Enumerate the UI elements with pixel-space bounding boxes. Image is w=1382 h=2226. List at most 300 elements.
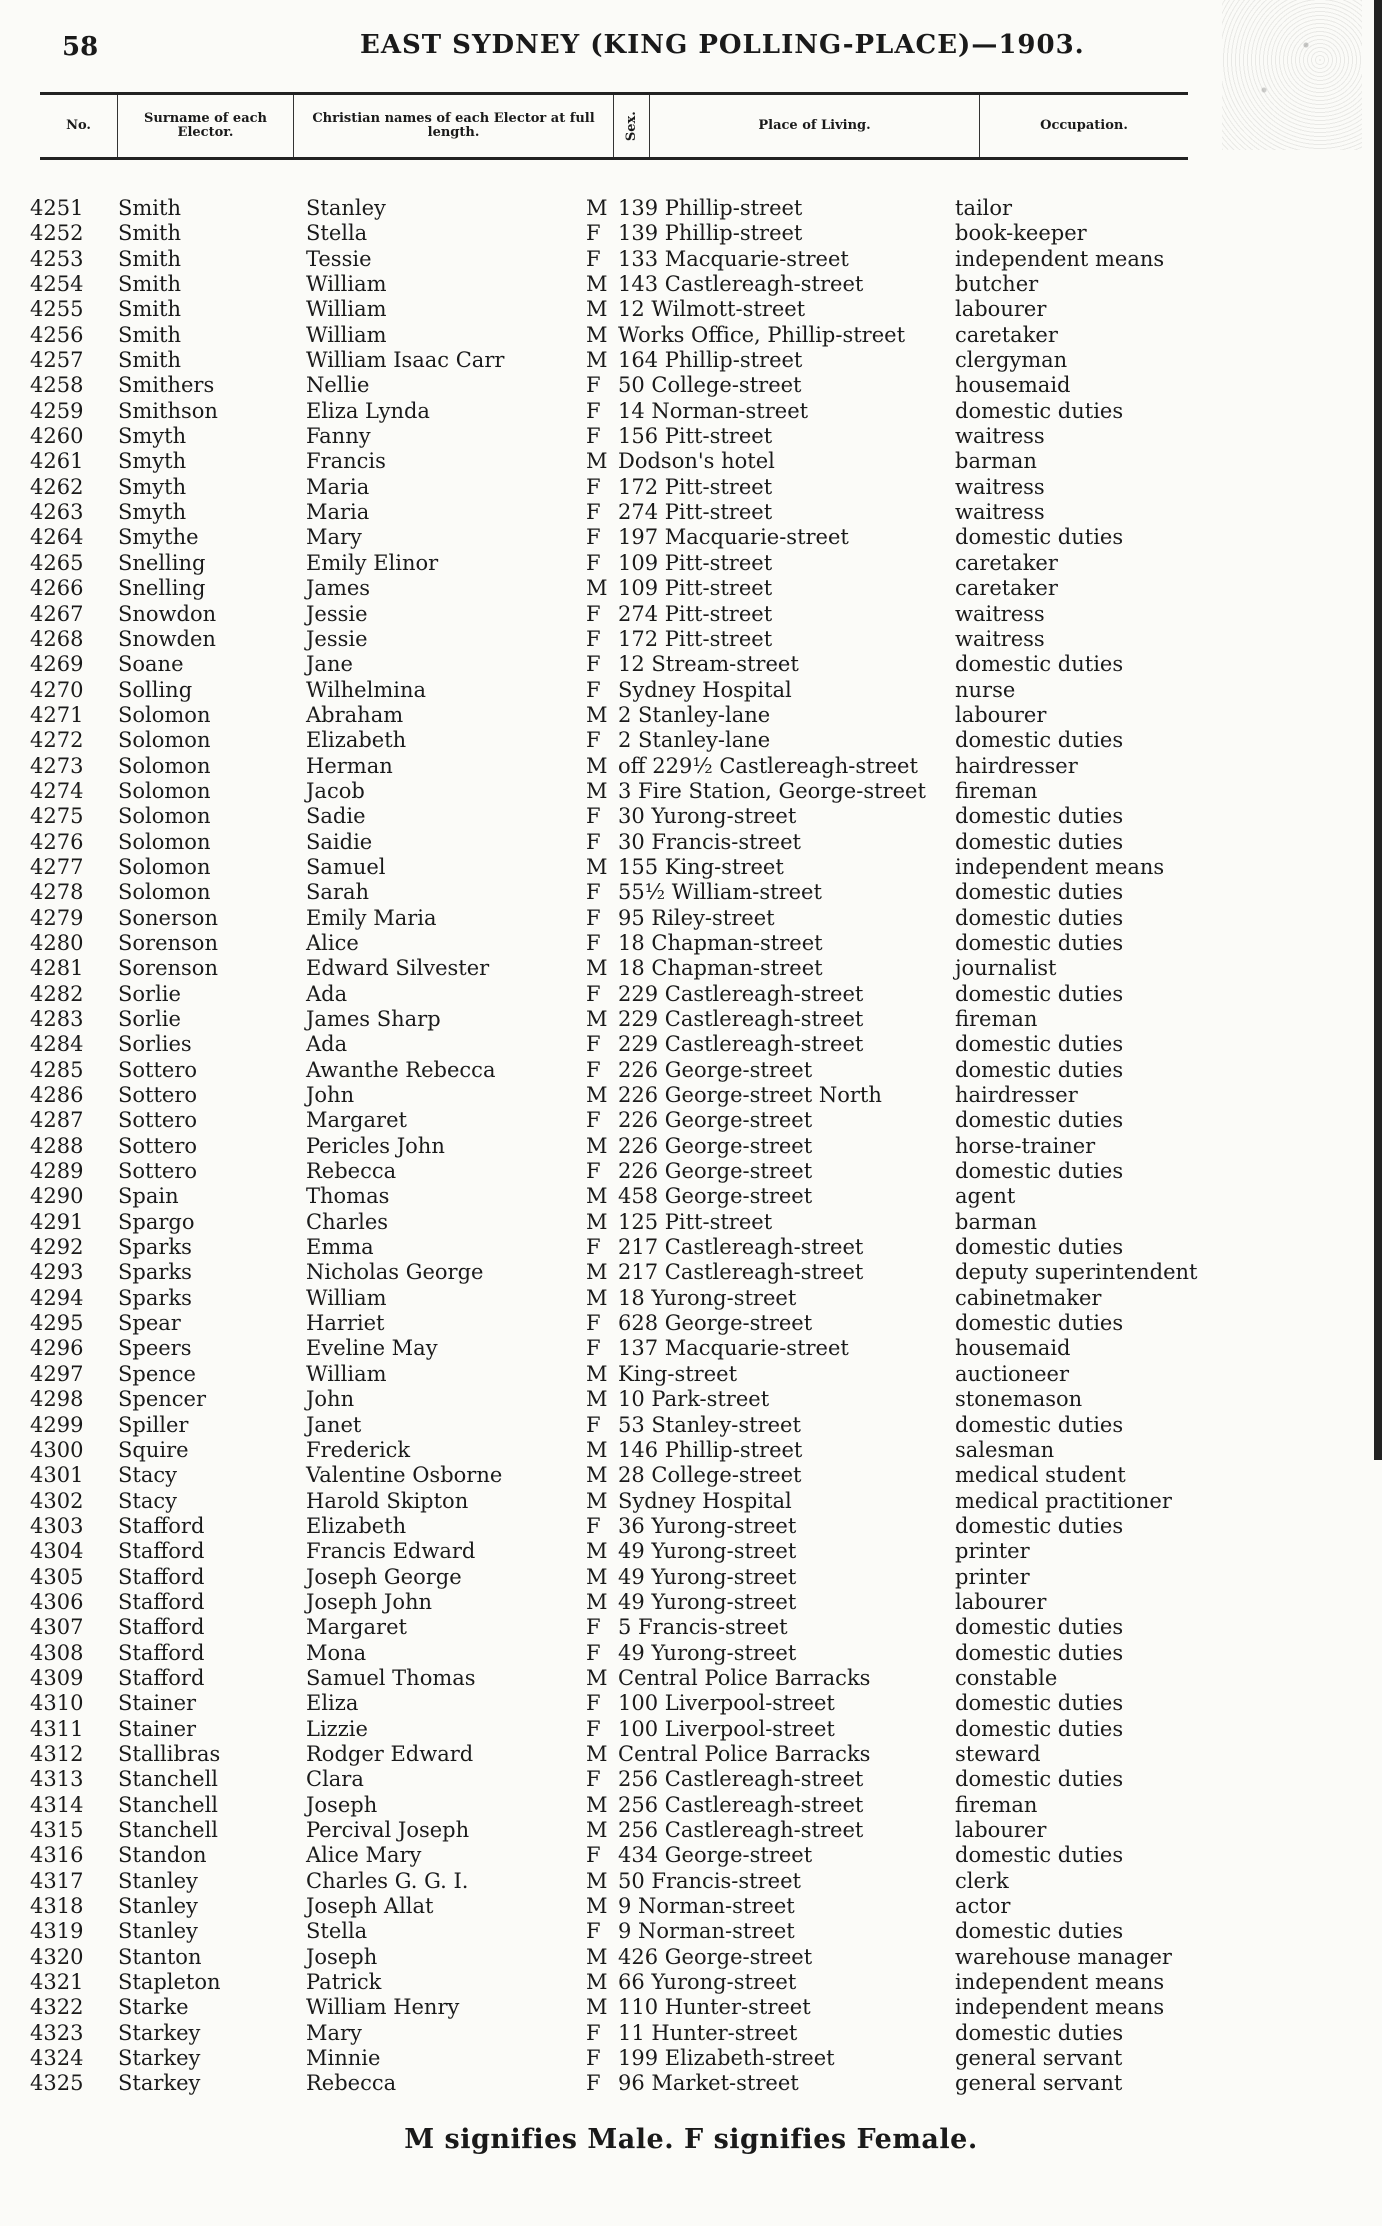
elector-christian-names: Rodger Edward (306, 1741, 474, 1766)
elector-surname: Stanchell (118, 1767, 219, 1792)
elector-christian-names: Alice (306, 930, 359, 955)
elector-sex: F (586, 677, 601, 702)
table-row (0, 1413, 1382, 1438)
elector-occupation: domestic duties (955, 525, 1124, 550)
table-row (0, 348, 1382, 373)
elector-place-of-living: 18 Chapman-street (618, 930, 823, 955)
elector-surname: Solomon (118, 880, 211, 905)
table-row (0, 196, 1382, 221)
table-row (0, 1793, 1382, 1818)
elector-surname: Solomon (118, 753, 211, 778)
elector-occupation: domestic duties (955, 1032, 1124, 1057)
elector-place-of-living: 226 George-street North (618, 1083, 882, 1108)
elector-occupation: waitress (955, 601, 1045, 626)
elector-place-of-living: 14 Norman-street (618, 398, 809, 423)
elector-sex: M (586, 1741, 608, 1766)
elector-christian-names: Charles G. G. I. (306, 1868, 469, 1893)
elector-christian-names: Harriet (306, 1311, 385, 1336)
elector-sex: F (586, 1057, 601, 1082)
elector-sex: F (586, 221, 601, 246)
table-row (0, 1007, 1382, 1032)
elector-number: 4289 (30, 1159, 84, 1184)
elector-surname: Stacy (118, 1488, 177, 1513)
elector-place-of-living: 164 Phillip-street (618, 348, 803, 373)
elector-christian-names: Joseph John (306, 1589, 433, 1614)
elector-surname: Spencer (118, 1387, 207, 1412)
elector-number: 4293 (30, 1260, 84, 1285)
elector-sex: F (586, 1691, 601, 1716)
sex-key-footer: M signifies Male. F signifies Female. (404, 2124, 978, 2155)
elector-sex: M (586, 1260, 608, 1285)
elector-place-of-living: 66 Yurong-street (618, 1970, 797, 1995)
elector-surname: Stafford (118, 1589, 205, 1614)
elector-number: 4271 (30, 702, 84, 727)
elector-occupation: domestic duties (955, 1057, 1124, 1082)
elector-surname: Smithson (118, 398, 218, 423)
table-row (0, 424, 1382, 449)
elector-surname: Sorenson (118, 956, 218, 981)
elector-sex: M (586, 576, 608, 601)
page-number: 58 (62, 32, 99, 62)
elector-occupation: labourer (955, 1589, 1047, 1614)
elector-place-of-living: 156 Pitt-street (618, 424, 773, 449)
table-row (0, 779, 1382, 804)
elector-occupation: caretaker (955, 550, 1058, 575)
elector-occupation: auctioneer (955, 1361, 1070, 1386)
elector-surname: Solling (118, 677, 193, 702)
table-row (0, 804, 1382, 829)
elector-place-of-living: 172 Pitt-street (618, 474, 773, 499)
elector-number: 4304 (30, 1539, 84, 1564)
table-row (0, 1945, 1382, 1970)
elector-sex: F (586, 905, 601, 930)
elector-christian-names: Joseph George (306, 1564, 462, 1589)
elector-occupation: waitress (955, 626, 1045, 651)
elector-occupation: fireman (955, 778, 1038, 803)
elector-occupation: domestic duties (955, 1919, 1124, 1944)
header-sex (614, 95, 650, 157)
elector-number: 4307 (30, 1615, 84, 1640)
elector-list (0, 196, 1382, 2097)
elector-number: 4268 (30, 626, 84, 651)
elector-sex: F (586, 474, 601, 499)
elector-surname: Squire (118, 1437, 189, 1462)
elector-sex: F (586, 2071, 601, 2096)
elector-number: 4253 (30, 246, 84, 271)
elector-place-of-living: 3 Fire Station, George-street (618, 778, 926, 803)
elector-surname: Stallibras (118, 1741, 221, 1766)
elector-surname: Stanton (118, 1944, 202, 1969)
elector-surname: Spence (118, 1361, 196, 1386)
elector-occupation: caretaker (955, 576, 1058, 601)
elector-surname: Spargo (118, 1209, 195, 1234)
elector-occupation: domestic duties (955, 1615, 1124, 1640)
elector-place-of-living: 30 Francis-street (618, 829, 801, 854)
elector-christian-names: Lizzie (306, 1716, 368, 1741)
elector-number: 4294 (30, 1285, 84, 1310)
elector-place-of-living: King-street (618, 1361, 738, 1386)
elector-surname: Sparks (118, 1260, 192, 1285)
elector-sex: F (586, 930, 601, 955)
elector-number: 4308 (30, 1640, 84, 1665)
elector-christian-names: Abraham (306, 702, 404, 727)
elector-christian-names: Stella (306, 221, 368, 246)
table-row (0, 1666, 1382, 1691)
elector-occupation: printer (955, 1539, 1030, 1564)
elector-sex: F (586, 398, 601, 423)
elector-occupation: domestic duties (955, 398, 1124, 423)
table-row (0, 627, 1382, 652)
elector-surname: Sparks (118, 1285, 192, 1310)
elector-number: 4309 (30, 1665, 84, 1690)
elector-occupation: domestic duties (955, 930, 1124, 955)
elector-surname: Smithers (118, 373, 215, 398)
elector-number: 4269 (30, 652, 84, 677)
elector-occupation: waitress (955, 500, 1045, 525)
elector-place-of-living: 49 Yurong-street (618, 1589, 797, 1614)
elector-surname: Smith (118, 348, 181, 373)
elector-place-of-living: Works Office, Phillip-street (618, 322, 906, 347)
table-row (0, 221, 1382, 246)
elector-place-of-living: 36 Yurong-street (618, 1513, 797, 1538)
elector-surname: Sottero (118, 1083, 198, 1108)
elector-surname: Smyth (118, 474, 187, 499)
elector-sex: F (586, 1640, 601, 1665)
elector-place-of-living: 53 Stanley-street (618, 1412, 801, 1437)
elector-surname: Snelling (118, 576, 206, 601)
elector-sex: F (586, 550, 601, 575)
elector-occupation: fireman (955, 1007, 1038, 1031)
elector-occupation: barman (955, 1209, 1037, 1234)
elector-place-of-living: 10 Park-street (618, 1387, 770, 1412)
table-row (0, 399, 1382, 424)
elector-christian-names: Elizabeth (306, 728, 407, 753)
elector-place-of-living: 217 Castlereagh-street (618, 1260, 864, 1285)
elector-christian-names: Frederick (306, 1437, 411, 1462)
elector-number: 4324 (30, 2046, 84, 2071)
elector-occupation: housemaid (955, 1336, 1071, 1361)
elector-christian-names: Pericles John (306, 1133, 445, 1158)
header-occupation: Occupation. (1040, 117, 1128, 133)
elector-occupation: book-keeper (955, 221, 1087, 246)
elector-christian-names: Herman (306, 753, 393, 778)
elector-number: 4254 (30, 272, 84, 297)
elector-christian-names: James Sharp (306, 1007, 441, 1031)
elector-sex: M (586, 1868, 608, 1893)
elector-place-of-living: Dodson's hotel (618, 449, 775, 474)
table-row (0, 1742, 1382, 1767)
elector-christian-names: Sadie (306, 804, 366, 829)
table-row (0, 247, 1382, 272)
elector-sex: F (586, 1412, 601, 1437)
elector-number: 4286 (30, 1083, 84, 1108)
elector-occupation: domestic duties (955, 1159, 1124, 1184)
table-row (0, 880, 1382, 905)
elector-occupation: labourer (955, 702, 1047, 727)
elector-sex: F (586, 246, 601, 271)
table-row (0, 576, 1382, 601)
elector-christian-names: Valentine Osborne (306, 1463, 503, 1488)
elector-occupation: domestic duties (955, 1235, 1124, 1260)
elector-occupation: fireman (955, 1792, 1038, 1817)
elector-number: 4321 (30, 1970, 84, 1995)
elector-number: 4259 (30, 398, 84, 423)
elector-place-of-living: 18 Yurong-street (618, 1285, 797, 1310)
elector-christian-names: Eveline May (306, 1336, 438, 1361)
elector-christian-names: Maria (306, 474, 370, 499)
elector-number: 4278 (30, 880, 84, 905)
elector-sex: F (586, 1032, 601, 1057)
elector-surname: Stanley (118, 1919, 198, 1944)
elector-number: 4262 (30, 474, 84, 499)
elector-christian-names: Stanley (306, 196, 386, 220)
table-row (0, 1514, 1382, 1539)
elector-sex: M (586, 1970, 608, 1995)
elector-number: 4263 (30, 500, 84, 525)
elector-place-of-living: Sydney Hospital (618, 677, 792, 702)
table-row (0, 1590, 1382, 1615)
elector-christian-names: John (306, 1083, 355, 1108)
elector-occupation: independent means (955, 246, 1165, 271)
elector-place-of-living: 2 Stanley-lane (618, 728, 771, 753)
elector-place-of-living: 55½ William-street (618, 880, 822, 905)
elector-surname: Stafford (118, 1615, 205, 1640)
elector-christian-names: Stella (306, 1919, 368, 1944)
elector-place-of-living: 217 Castlereagh-street (618, 1235, 864, 1260)
elector-christian-names: William Henry (306, 1995, 460, 2020)
elector-surname: Standon (118, 1843, 207, 1868)
elector-occupation: hairdresser (955, 1083, 1078, 1108)
elector-christian-names: Sarah (306, 880, 369, 905)
elector-number: 4318 (30, 1894, 84, 1919)
elector-sex: F (586, 1919, 601, 1944)
table-row (0, 602, 1382, 627)
elector-place-of-living: 9 Norman-street (618, 1919, 795, 1944)
elector-place-of-living: 256 Castlereagh-street (618, 1792, 864, 1817)
elector-sex: M (586, 1209, 608, 1234)
elector-christian-names: Ada (306, 981, 348, 1006)
elector-place-of-living: 172 Pitt-street (618, 626, 773, 651)
elector-place-of-living: 125 Pitt-street (618, 1209, 773, 1234)
table-row (0, 449, 1382, 474)
elector-occupation: cabinetmaker (955, 1285, 1102, 1310)
elector-place-of-living: 226 George-street (618, 1108, 813, 1133)
elector-christian-names: Nicholas George (306, 1260, 484, 1285)
elector-surname: Solomon (118, 702, 211, 727)
elector-christian-names: William (306, 272, 387, 297)
elector-number: 4283 (30, 1007, 84, 1031)
elector-occupation: salesman (955, 1437, 1055, 1462)
table-row (0, 1919, 1382, 1944)
table-row (0, 1438, 1382, 1463)
table-row (0, 373, 1382, 398)
elector-number: 4310 (30, 1691, 84, 1716)
elector-christian-names: Harold Skipton (306, 1488, 469, 1513)
table-row (0, 1058, 1382, 1083)
elector-occupation: deputy superintendent (955, 1260, 1198, 1285)
elector-occupation: nurse (955, 677, 1016, 702)
elector-place-of-living: 30 Yurong-street (618, 804, 797, 829)
elector-christian-names: Thomas (306, 1184, 390, 1209)
elector-number: 4303 (30, 1513, 84, 1538)
table-row (0, 1311, 1382, 1336)
elector-number: 4302 (30, 1488, 84, 1513)
elector-surname: Smith (118, 272, 181, 297)
elector-christian-names: Jacob (306, 778, 365, 803)
elector-number: 4300 (30, 1437, 84, 1462)
elector-christian-names: William (306, 297, 387, 322)
elector-number: 4267 (30, 601, 84, 626)
elector-number: 4299 (30, 1412, 84, 1437)
table-row (0, 1641, 1382, 1666)
elector-christian-names: Elizabeth (306, 1513, 407, 1538)
table-row (0, 1336, 1382, 1361)
table-row (0, 1970, 1382, 1995)
elector-number: 4251 (30, 196, 84, 220)
elector-sex: M (586, 1665, 608, 1690)
table-header (40, 92, 1188, 160)
elector-occupation: waitress (955, 424, 1045, 449)
elector-occupation: barman (955, 449, 1037, 474)
elector-occupation: agent (955, 1184, 1016, 1209)
elector-occupation: domestic duties (955, 905, 1124, 930)
elector-christian-names: Mary (306, 2020, 362, 2045)
elector-place-of-living: 133 Macquarie-street (618, 246, 849, 271)
elector-sex: F (586, 626, 601, 651)
elector-occupation: warehouse manager (955, 1944, 1172, 1969)
elector-number: 4258 (30, 373, 84, 398)
elector-occupation: independent means (955, 854, 1165, 879)
elector-surname: Stafford (118, 1564, 205, 1589)
elector-surname: Snowden (118, 626, 216, 651)
elector-occupation: independent means (955, 1995, 1165, 2020)
elector-number: 4320 (30, 1944, 84, 1969)
elector-occupation: journalist (955, 956, 1057, 981)
elector-occupation: general servant (955, 2046, 1123, 2071)
page-title: EAST SYDNEY (KING POLLING-PLACE)—1903. (360, 30, 1085, 60)
elector-occupation: domestic duties (955, 1691, 1124, 1716)
elector-number: 4312 (30, 1741, 84, 1766)
elector-christian-names: Margaret (306, 1615, 407, 1640)
elector-sex: M (586, 449, 608, 474)
elector-surname: Spear (118, 1311, 181, 1336)
elector-number: 4313 (30, 1767, 84, 1792)
elector-surname: Solomon (118, 854, 211, 879)
table-row (0, 1565, 1382, 1590)
elector-christian-names: Rebecca (306, 1159, 397, 1184)
elector-place-of-living: 110 Hunter-street (618, 1995, 811, 2020)
elector-christian-names: Minnie (306, 2046, 381, 2071)
elector-place-of-living: 109 Pitt-street (618, 550, 773, 575)
elector-number: 4261 (30, 449, 84, 474)
header-sex-label: Sex. (623, 111, 639, 141)
elector-place-of-living: 28 College-street (618, 1463, 802, 1488)
elector-christian-names: Charles (306, 1209, 389, 1234)
elector-sex: M (586, 1184, 608, 1209)
elector-surname: Soane (118, 652, 184, 677)
elector-surname: Sorenson (118, 930, 218, 955)
table-row (0, 1894, 1382, 1919)
elector-sex: M (586, 1083, 608, 1108)
elector-christian-names: Janet (306, 1412, 362, 1437)
elector-christian-names: Wilhelmina (306, 677, 426, 702)
table-row (0, 1489, 1382, 1514)
elector-number: 4273 (30, 753, 84, 778)
elector-place-of-living: 197 Macquarie-street (618, 525, 849, 550)
elector-occupation: domestic duties (955, 1716, 1124, 1741)
elector-place-of-living: 226 George-street (618, 1159, 813, 1184)
elector-sex: F (586, 1311, 601, 1336)
elector-place-of-living: 100 Liverpool-street (618, 1716, 835, 1741)
elector-place-of-living: 628 George-street (618, 1311, 813, 1336)
elector-surname: Smith (118, 297, 181, 322)
elector-christian-names: John (306, 1387, 355, 1412)
elector-christian-names: William (306, 322, 387, 347)
elector-surname: Spain (118, 1184, 179, 1209)
elector-place-of-living: 49 Yurong-street (618, 1640, 797, 1665)
elector-place-of-living: 12 Wilmott-street (618, 297, 806, 322)
elector-christian-names: Emily Elinor (306, 550, 439, 575)
elector-christian-names: Jessie (306, 601, 368, 626)
elector-sex: M (586, 956, 608, 981)
elector-surname: Sorlie (118, 981, 181, 1006)
elector-surname: Sonerson (118, 905, 218, 930)
table-row (0, 754, 1382, 779)
elector-surname: Stafford (118, 1640, 205, 1665)
elector-sex: M (586, 778, 608, 803)
elector-christian-names: William (306, 1361, 387, 1386)
table-row (0, 323, 1382, 348)
table-row (0, 1387, 1382, 1412)
elector-sex: M (586, 1818, 608, 1842)
elector-number: 4298 (30, 1387, 84, 1412)
elector-occupation: butcher (955, 272, 1039, 297)
elector-surname: Speers (118, 1336, 192, 1361)
elector-number: 4272 (30, 728, 84, 753)
elector-sex: F (586, 1843, 601, 1868)
elector-surname: Smyth (118, 449, 187, 474)
elector-place-of-living: Sydney Hospital (618, 1488, 792, 1513)
elector-surname: Stainer (118, 1691, 197, 1716)
elector-number: 4316 (30, 1843, 84, 1868)
elector-surname: Solomon (118, 829, 211, 854)
elector-sex: F (586, 1615, 601, 1640)
elector-surname: Starkey (118, 2020, 201, 2045)
elector-number: 4274 (30, 778, 84, 803)
elector-number: 4284 (30, 1032, 84, 1057)
elector-occupation: domestic duties (955, 1640, 1124, 1665)
elector-number: 4311 (30, 1716, 84, 1741)
elector-sex: F (586, 728, 601, 753)
elector-number: 4260 (30, 424, 84, 449)
elector-number: 4264 (30, 525, 84, 550)
elector-number: 4296 (30, 1336, 84, 1361)
elector-surname: Starkey (118, 2071, 201, 2096)
elector-place-of-living: 9 Norman-street (618, 1894, 795, 1919)
elector-christian-names: Fanny (306, 424, 371, 449)
elector-surname: Smythe (118, 525, 199, 550)
elector-sex: F (586, 2046, 601, 2071)
elector-number: 4301 (30, 1463, 84, 1488)
elector-surname: Solomon (118, 728, 211, 753)
elector-place-of-living: 12 Stream-street (618, 652, 799, 677)
elector-christian-names: Emma (306, 1235, 374, 1260)
table-row (0, 1818, 1382, 1843)
elector-place-of-living: 139 Phillip-street (618, 221, 803, 246)
elector-number: 4295 (30, 1311, 84, 1336)
elector-occupation: general servant (955, 2071, 1123, 2096)
elector-surname: Solomon (118, 778, 211, 803)
